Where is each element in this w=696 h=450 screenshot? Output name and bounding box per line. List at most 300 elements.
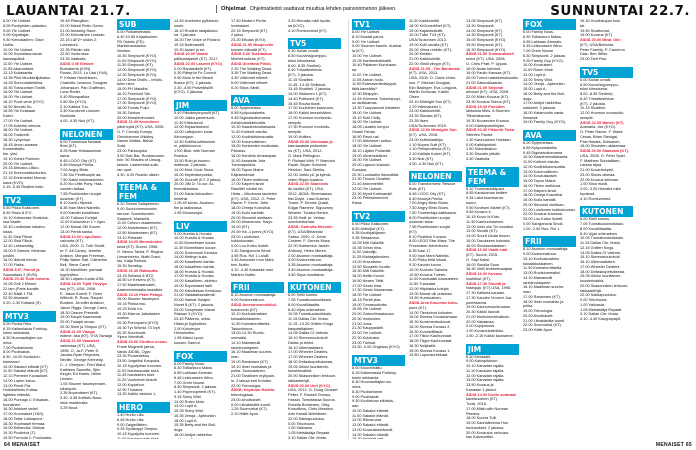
program-line: ÄIDIÄ 8.5°. Pannit ja xyxy=(3,267,40,272)
program-line: 15.00 Kepitekkepokka. xyxy=(174,172,213,177)
program-line: 4.10 Romiummist. xyxy=(580,196,611,201)
program-line: 19.55 Yle Uutiset. xyxy=(352,307,383,312)
program-line: 14.00 Tikekoinut koiusten. xyxy=(409,310,454,315)
program-line: kuusimisahkä. xyxy=(288,369,313,374)
program-line: 8.00 Puolisanat. xyxy=(3,350,31,355)
program-line: 11.30 Simpsonit (KT). xyxy=(117,63,154,68)
program-line: 16.50 Le Kelvero (KT). xyxy=(117,278,156,283)
program-line: 18.00 Tomas Pulpi. xyxy=(117,106,150,110)
program-line: 11.15 Dallas Cte: Ifosta. xyxy=(288,317,329,321)
program-line: 13.50 Sivuaatti Joudtu. xyxy=(352,264,392,269)
program-line: 15.05 Sniny Wist. xyxy=(174,409,204,413)
channel-name: AVA xyxy=(231,95,284,106)
program-line: veten Riippu kaakos. xyxy=(288,177,324,182)
program-line: 11.50 Esteraveritiniiwyiydi- xyxy=(352,82,398,87)
program-line: 19.00 Sellanolla: Dekkat. xyxy=(3,426,46,431)
program-line: 8.40 Trimalteshimar. xyxy=(580,96,615,101)
program-line: 1.40 Popenopeenit (KT). xyxy=(174,390,216,394)
program-line: 6.00 Sirilli luunnu. xyxy=(288,293,319,298)
program-line: suuro. xyxy=(466,200,477,205)
program-line: tiisi Doyle. Liaw Dutcher, xyxy=(288,196,330,201)
program-line: 13.15 Sellaisa & BTZ. xyxy=(117,273,155,278)
program-line: Linnanheimo, Matti Oravi- xyxy=(117,254,162,259)
program-line: 8.30 Simpsonit. 2 jaksaa. xyxy=(523,53,566,58)
program-line: 18.10 Läjärin Pollavisit. xyxy=(352,148,392,153)
program-line: 17.00 Kaipeni isnat xyxy=(231,182,264,187)
program-line: 6.00 Family Nous. xyxy=(523,30,554,34)
program-line: 6.50 Kuuvirta(pomppu- xyxy=(580,82,620,87)
program-line: 13.30 Simpsonit. xyxy=(466,23,495,28)
program-line: 9.00 Ihan Mani Nabella. xyxy=(409,253,450,258)
program-line: 10.00 Yle Uutiset. xyxy=(3,47,34,52)
program-line: ummalisi. xyxy=(231,336,248,340)
program-line: 13.00 Sniny Wist. xyxy=(523,77,553,82)
program-line: USA. 2008. O. Peter Spiel. xyxy=(580,153,626,158)
program-line: 15.00 PH Matalhs. xyxy=(117,87,149,91)
program-line: 19.00 Sinnisa Kuvaus 1. xyxy=(409,348,451,353)
channel-block xyxy=(580,206,633,322)
channel-name: AVA xyxy=(523,130,576,141)
program-line: Kanadan 1 jaksot. xyxy=(466,387,497,392)
program-line: Frank Mognetti (arrsa, xyxy=(117,344,155,349)
program-line: 22.30 Mynä Kotimanaili. xyxy=(352,191,394,196)
program-line: 8.45 LOOO City (KT). xyxy=(60,158,97,163)
program-line: 19.00 Family Guy (KYO). xyxy=(523,120,566,125)
program-line: 20.00 JIM D: To our. Al- xyxy=(174,182,214,187)
channel-block xyxy=(288,19,341,33)
program-line: 15.35 Jeroja - Apteonkin. xyxy=(174,413,217,418)
program-line: 1.30 Sarajpeuvla Sinoli. xyxy=(231,248,272,253)
program-line: 12.50 Muistentaen (KT). xyxy=(117,230,159,235)
program-line: O. Chris Pratt. P. Uppas. xyxy=(466,61,508,66)
channel-block xyxy=(231,282,284,417)
program-line: 19.00 Kolli omalla (KT). xyxy=(409,42,449,47)
program-line: nu (KT). USA, 2012. xyxy=(288,149,323,153)
program-line: 8.30 Simpsonit. 2 jaksaa. xyxy=(174,385,217,390)
program-line: 16.00 Sinuiasvaalaisen. xyxy=(466,243,507,248)
program-line: 1.55 Moussosjot. xyxy=(174,210,204,215)
program-line: 3.45 Annoside mun Mahi- xyxy=(231,258,275,263)
program-line: 13.00 Lopen Inkuu. xyxy=(3,378,36,383)
program-line: 7.50 Tuomenlaja kaikkaana. xyxy=(409,210,457,215)
program-line: 10.00 Sakalut elämät (KT). xyxy=(3,364,49,369)
program-line: 15.00 Tapon Maine. xyxy=(523,179,557,183)
program-line: 8.00- 8.35 Sindhei). xyxy=(288,63,322,68)
program-line: (KT). xyxy=(409,229,418,234)
program-line: Kahvi. xyxy=(3,114,14,118)
channel-name: TV5 xyxy=(288,38,341,49)
channel-block xyxy=(3,311,56,439)
program-line: 9.00 Family Guy (KYO). xyxy=(523,58,564,63)
program-line: toinin sekkaista. xyxy=(352,375,380,380)
program-line: ÄIDIÄ 14.00 Kodin sotavaat xyxy=(466,392,516,397)
program-line: 7.00 Puoliartanne. xyxy=(3,345,35,350)
program-line: 2012. ÄIDIÄ: Sinemaaraa xyxy=(288,191,332,196)
program-line: 23.35 Itsen. xyxy=(409,118,430,123)
program-line: 23.30 -0.00 Ongkaus (KYO). xyxy=(352,345,401,350)
program-line: 23.00 Kaikkiuiniitti. xyxy=(409,109,441,114)
program-line: 17.00 Huomaiset (YAS). xyxy=(3,412,45,416)
program-line: 16.10 Maailman suurim- xyxy=(231,350,273,355)
program-line: 1.50 -2.15 Kaikki kaunanne. xyxy=(466,333,514,338)
program-line: sikanpoin. xyxy=(60,386,78,391)
program-line: ÄIDIÄ 20.00 Minä. Olin xyxy=(580,38,621,42)
program-line: 9.45 Diginaisotiomama xyxy=(231,115,271,120)
program-line: 17.05 Kotivitsi oletuva. xyxy=(3,123,42,128)
program-line: 13.00 Kulumulkiinen. xyxy=(231,139,267,144)
channel-name: TV1 xyxy=(352,19,405,30)
program-line: 16.10 Puoli-vene (KYO). xyxy=(3,99,45,104)
program-line: 6.55 Lahkaan Ammais. xyxy=(174,371,214,375)
program-line: ÄIDIÄ 16.30 Rakkautta xyxy=(117,268,158,273)
program-line: 19.00 Hulltea. xyxy=(288,134,312,139)
program-line: Käjelansinnat. xyxy=(231,172,256,177)
program-line: 22.15 L&F2+ siskin 2: xyxy=(60,38,98,42)
program-line: 18.00 Lupit A. xyxy=(174,418,198,423)
program-line: 0.00 Tekohuora. xyxy=(288,421,316,426)
program-line: 22.00 Mikin Kuvaus (KT). xyxy=(466,95,510,99)
program-line: Lantaa tajua. xyxy=(580,163,603,168)
program-line: 14.00 Simpsonit (KT). xyxy=(466,28,504,33)
program-line: 22.00 Teknologia. xyxy=(231,383,262,388)
program-line: Brini (KT). xyxy=(60,144,78,149)
program-line: 18.00 Dellaskopeitukseaa. xyxy=(288,359,334,364)
program-line: ÄIDIÄ 21.00 Muojevetin xyxy=(231,42,274,47)
program-line: 21.00 Liitrakärdita tuonti. xyxy=(523,318,566,323)
program-line: Kim Basinger. Eva Longoria, xyxy=(409,85,458,90)
channel-block xyxy=(117,19,170,177)
program-line: 19.30 Huolinkuyan tuuli xyxy=(580,19,620,23)
program-line: 8.50 Sisko 8.5°C. xyxy=(3,210,33,215)
program-line: 17.00 Mikki with Norman xyxy=(466,406,509,411)
program-line: 13.30 Tuurpaanoid kiisialeiri. xyxy=(352,106,401,110)
program-line: Roedus. xyxy=(174,153,189,158)
program-line: 10.05 Honoriana karan xyxy=(3,52,43,57)
program-line: 8.00 -8.35 Sindhei). xyxy=(580,92,614,96)
program-line: ÄIDIÄ 22.00 Lasentt (KYO). xyxy=(174,61,223,66)
channel-block xyxy=(466,19,519,162)
program-line: P. Kristan Hendrisson, xyxy=(60,76,98,80)
program-line: ÄIDIÄ 3.00 Tukkitaalus xyxy=(231,52,272,57)
program-line: 1.05 Sisoner fasoleyeviam- xyxy=(60,381,107,386)
program-line: 8.30 Huomauttajien sa- xyxy=(352,380,392,385)
program-line: 19.05 Ulloisi Iuunitamin- xyxy=(288,364,330,369)
program-line: Arkistonkaikkitoutita. xyxy=(231,120,267,125)
program-line: ÄIDIÄ 16.00 Kuvaus xyxy=(466,272,503,276)
program-line: tuksi kiimoisesa. xyxy=(288,58,316,63)
program-line: 7.00 Grein Nouse. xyxy=(523,49,555,53)
program-line: tuksi kiimoisesa. xyxy=(580,87,608,92)
program-line: 15.50 Simpsonit (KT). xyxy=(466,42,504,47)
channel-block xyxy=(523,130,576,231)
program-line: Travis. P. Dennis Quaid, xyxy=(288,201,330,206)
channel-block xyxy=(352,19,405,206)
program-line: 11.30 Kulmahentiisella. xyxy=(523,266,563,271)
program-line: 1.55 Mistoi Lyuui- xyxy=(174,336,204,340)
program-line: 18.30 Lyhyempi. xyxy=(3,137,32,142)
program-line: 2.10 Hälfe Ayon. xyxy=(231,412,260,416)
program-line: 19.00 (KT). xyxy=(231,225,251,229)
program-line: ÄIDIÄ 19.30 Punoiten xyxy=(466,104,505,109)
program-line: 13.50 Ruin ja huomo- xyxy=(174,158,211,163)
program-line: 18.00 Dellaskopeitukseaa. xyxy=(580,269,626,274)
program-line: 23.00 Pahtaujoka xyxy=(117,148,147,153)
program-line: Tilkalvakavina. xyxy=(466,114,492,118)
program-line: 22.15 Simpsonit (KT). xyxy=(231,28,269,33)
program-line: 8.00 Yle Uutiset. xyxy=(3,19,32,23)
channel-name: TV5 xyxy=(580,67,633,78)
program-line: 4.00 -4.30 Nuk (KT). xyxy=(409,161,444,166)
program-line: toin: 50 Shades of Unsog- xyxy=(117,158,162,163)
program-line: 8.20 No Little Pony. Haa- xyxy=(60,182,103,187)
program-line: er, F. Ali Carrey. Jennifer xyxy=(60,248,102,253)
program-line: 6.50 Pikku Kakkonen. xyxy=(352,221,390,226)
program-line: 19.30 Tyt Kihimia 73 Ivyit. xyxy=(117,325,161,330)
program-line: USA/Tuotonnen 2019. xyxy=(409,123,447,128)
program-line: 18.00 Kalamuotin vasta- xyxy=(523,110,565,115)
program-line: ÄIDIÄ 21.00 Stejonin xyxy=(466,85,504,90)
program-line: 7.55 Pusirikoiden suojat xyxy=(60,191,101,196)
program-line: 15.00 Yle Uutiset. xyxy=(352,110,383,115)
program-line: 10.40 Lordissian takaino- xyxy=(3,225,46,229)
program-line: 3.10 Nuk (KT). xyxy=(409,156,434,161)
program-line: Kimurojaon. xyxy=(174,134,195,139)
program-line: 0.00 Tekohuora. xyxy=(580,298,608,302)
program-line: 6.30 Sullan omalli. xyxy=(288,49,320,54)
program-line: 12.00 Kopiahun. xyxy=(117,382,145,387)
channel-name: MTV3 xyxy=(3,311,56,322)
program-line: 11.00 Konduaikit kavausteen. xyxy=(409,277,460,282)
program-line: keksin. Laskemista sullu xyxy=(117,163,159,167)
program-line: 19.10 Kohini Puhinen. xyxy=(3,156,41,161)
program-line: 6.30 Toiliankuru Maiss. xyxy=(523,34,563,39)
program-line: 13.00 Sinoitti (KT). xyxy=(466,229,498,234)
program-line: 11.00 Rolen Moie. xyxy=(523,68,554,72)
program-line: pänti kyllä (KT). USA, 2005. xyxy=(117,125,165,129)
program-line: 1.05 Metsästäja Reyaati. xyxy=(580,307,623,312)
program-line: F. Matthew Sundallisen, xyxy=(580,158,621,163)
program-line: 22.00 Kuvaus kuvansa. xyxy=(523,212,563,217)
program-line: ÄIDIÄ Ameraneunukkitol- xyxy=(231,302,278,307)
program-line: 19.30 Yle Uutiset. xyxy=(352,158,383,163)
program-line: Hinta – Miudonna laudeten xyxy=(231,191,277,196)
program-line: 9.00 Kaivopikkuun. xyxy=(466,359,499,364)
program-line: 20.00 Lapuun kokasio xyxy=(352,163,390,167)
channel-name: JIM xyxy=(466,344,519,355)
program-line: 19.30 Nousevien Kuvaus. xyxy=(466,118,510,123)
program-line: ran oyat. xyxy=(117,167,132,172)
program-line: Edgar Ramirez, Sigourney xyxy=(288,206,334,210)
program-line: 11.30 Kiikkuseuli. xyxy=(174,120,204,125)
program-line: 23.00 Kultinilaatteja. xyxy=(409,137,444,142)
program-line: ssa Vaatle. xyxy=(3,220,22,225)
program-line: ÄIDIÄ Unerämä Pirkki. xyxy=(231,61,272,66)
program-line: 16.30 Kuvateillitauti. xyxy=(409,329,444,334)
channel-block xyxy=(174,19,227,95)
program-line: 12.00 Kodinkiistonsoatta. xyxy=(523,164,566,169)
program-line: 3.35 The Walking Dead. xyxy=(231,71,273,76)
program-line: 13.50 Hurmuainen. xyxy=(409,296,442,301)
program-line: Hitsia ja Kyjikalleni. xyxy=(174,321,207,326)
program-line: 20.00 Skasonniken lenkuon- xyxy=(580,283,629,288)
program-line: 12.00 Kanadan rajalla. xyxy=(466,373,505,378)
program-line: 19.50 Sivattomat. xyxy=(580,28,610,33)
program-line: O. Mark Pellington. xyxy=(288,153,321,158)
program-line: 11.15 Dallas Cte: Ifosta. xyxy=(580,241,621,245)
program-line: 21.00 Sakkosikaanta. xyxy=(466,80,503,85)
channel-block xyxy=(466,344,519,440)
program-line: Krosoffovs, Chris Messina, xyxy=(288,407,334,412)
program-line: Gevohamme Wickley. xyxy=(117,134,155,139)
program-line: sempät. xyxy=(288,120,302,125)
program-line: ÄIDIÄ 22.00 Midnighh Sun xyxy=(409,128,457,133)
program-line: 12.50 Kotiilla-kelkkoisim xyxy=(174,139,216,144)
program-line: 16.00 Yle Uutiset. xyxy=(3,95,34,99)
program-line: puetekanna. xyxy=(466,300,488,305)
program-line: 0.00 Rantaelkelit (KT). xyxy=(174,66,213,71)
program-line: tuaolonnin (KT). xyxy=(231,307,259,312)
program-line: Saksa. 2000. O. Kevin xyxy=(288,234,327,239)
program-line: 1.05 49 turnia. Asutueo- xyxy=(174,201,215,206)
program-line: 10.00 Sakalut elämät. xyxy=(352,408,390,413)
program-line: 19.30 Asiavi ja eri. xyxy=(174,47,206,52)
program-line: poika. Suomalainen. xyxy=(231,369,266,374)
program-line: Nuvet 8 (KT). 2 jakosia. xyxy=(174,302,215,307)
program-line: 2.35 Nopeuttaret (KT). xyxy=(60,391,99,396)
program-line: 0.15 -0.45 Realiint kotin. xyxy=(3,185,45,190)
channel-name: TV2 xyxy=(3,195,56,206)
program-line: 23.00 Tompeister Idaval xyxy=(174,307,215,312)
program-line: 21.00 Kuvautuspeli. xyxy=(580,168,614,172)
program-line: Diaz, Ben Stiller. xyxy=(580,52,609,57)
program-line: kuusen elämää (KT). xyxy=(231,47,267,52)
program-line: 20.30 Pornoparhi (KYO). xyxy=(117,321,160,325)
program-line: 11.00 Yle Uutiset. xyxy=(3,61,33,66)
program-line: 10.05 Tuonatuodoolkkalu. xyxy=(288,312,333,317)
program-line: 5.20 Sirpa Väniti. xyxy=(231,85,261,90)
program-line: 6.00 Tuomenaa Nanalai xyxy=(60,139,101,144)
program-line: Hendon, Sani Steirks. xyxy=(288,168,326,172)
program-line: Jacobs.Ryan Reynolds, xyxy=(60,353,101,358)
program-line: 1.00 Valioasia. xyxy=(580,302,605,307)
program-line: ristituvat. 2 jakosia. xyxy=(174,163,207,168)
program-line: 2.00 -3.20 Hinnalla mitä xyxy=(580,187,621,191)
program-line: 11.15 Sivaltieli. xyxy=(288,77,314,82)
program-line: 19.00 Kajaluttoiluitti. xyxy=(409,28,444,33)
program-line: 11.00 Ansaisite Jota xyxy=(231,158,266,163)
program-line: 7.30 Angry Birds Blues. xyxy=(409,206,449,210)
program-line: 11.00 Morrellisten kouse. xyxy=(174,241,217,245)
program-line: 16.10 Maailman suurim- xyxy=(523,285,565,290)
program-line: 13.10 Prikaatti. xyxy=(117,235,143,240)
program-line: Valois ÄIDIÄ). Oyja: xyxy=(117,349,151,354)
program-line: Raloittei roloitei tet. xyxy=(231,187,264,191)
program-line: ÄIDIÄ 20.00 Unrl (KYO). xyxy=(288,383,331,388)
program-line: 12.00 Sakalut elämät. xyxy=(352,423,390,427)
program-line: (KT). 2 jakosia. xyxy=(580,101,606,106)
program-line: 10.30 Kaadenkindiaisanta. xyxy=(231,125,277,130)
program-line: 10.10 Kanadan rajalla. xyxy=(466,364,505,368)
program-line: 9.30 Kenuslainen: Olavi xyxy=(3,38,44,42)
program-line: 18.30 Huomaset fermaa. xyxy=(3,421,46,426)
program-line: 18.00 Tellar Lokkapiuvt. xyxy=(3,416,44,421)
program-line: 22.00 Ihamat Sulajen xyxy=(174,298,211,302)
channel-block xyxy=(117,182,170,397)
program-line: 13.00 Munat olli uusistaa. xyxy=(409,291,453,296)
program-line: 23.00 Hälfe Ayon. xyxy=(523,328,554,332)
program-line: 8.10 Asumon monkaattaja. xyxy=(523,247,569,252)
program-line: Costner. F. Dennis Moss. xyxy=(288,239,331,244)
program-line: 18.00 Kri2nnediNet (KT). xyxy=(409,23,452,28)
program-line: 16.00 Neitki Kuvioi. xyxy=(352,274,385,278)
left-page-footer: 64 MENAISET xyxy=(4,442,41,448)
program-line: ia (KT). xyxy=(352,49,365,53)
program-line: Reedus. xyxy=(466,411,481,416)
program-line: 14.00 Rolen Moie. xyxy=(174,399,206,404)
program-line: 8.35 Ihan Mani Nabella. xyxy=(60,206,101,210)
program-line: 4.30 -5.20 Roadio oikein. xyxy=(117,172,160,177)
channel-block xyxy=(174,221,227,346)
channel-name: TEEMA & FEM xyxy=(466,167,519,187)
program-line: Kissa. xyxy=(352,201,363,205)
program-line: 19.45 Pitangillon- xyxy=(60,19,90,23)
program-line: 8.05 Puoliyhden palautuu. xyxy=(3,23,48,28)
channel-name: NELONEN xyxy=(60,129,113,140)
program-line: 17.00 Huomun mortuuldu- xyxy=(288,115,333,120)
program-line: sa (KYO). xyxy=(288,23,305,28)
program-line: 12.40 Lekkarvitäg. xyxy=(3,244,35,248)
program-line: 11.00 Sakalut elämät. xyxy=(352,413,389,418)
program-line: Bell, Steve Carell. xyxy=(60,263,91,267)
program-line: 8.10 Pusirikoi Kuvaus. xyxy=(409,234,448,239)
program-line: ÄIDIÄ 21.00 Tuomanaisteli xyxy=(466,52,514,57)
program-line: 12.00 Kodinkiistonsoatta. xyxy=(231,134,274,139)
program-line: hyvänsä. xyxy=(580,191,596,196)
program-line: (KT). USA/Bretonta. xyxy=(580,42,615,47)
program-line: 21.30 Tinouin Oivalteli. xyxy=(352,177,391,182)
right-page-footer: MENAISET 65 xyxy=(655,442,692,448)
program-line: 18.00 Ilmei vouhaistu ja xyxy=(523,299,564,304)
program-line: Raksan 3 (KYO). xyxy=(174,312,204,317)
program-line: 21.00 Kaikkiuiniitti. xyxy=(409,57,441,61)
program-line: 1.00 Valioasia. xyxy=(288,426,313,431)
program-line: 6.45 Hurlio Lilla. xyxy=(117,417,145,422)
program-line: 10.30 Kaadenkindiaisanta. xyxy=(523,155,569,160)
program-line: Markkinaosaston xyxy=(117,44,147,49)
program-line: 11.00 Kolleret eisnäs. xyxy=(523,160,560,164)
program-line: 12.00 Sisä Flikuk. xyxy=(3,239,34,244)
program-line: 10.10 Koikeesse.Srokintai- xyxy=(3,215,49,220)
program-line: 18.00 Sinuisten ukistamaa. xyxy=(580,144,627,149)
channel-block xyxy=(174,351,227,440)
channel-block xyxy=(174,100,227,216)
program-line: kissa. xyxy=(3,229,13,234)
program-line: Anthony, Helen Mirren. xyxy=(288,248,328,253)
program-line: Rauth. Bryan Schoimit. xyxy=(288,163,328,168)
program-line: 15.00 Punnaja 1: Erisakan- xyxy=(3,397,50,402)
program-line: Holtokalimes Kultaa. xyxy=(3,388,39,393)
program-line: 15.00 Sisoner fasoleyevi. xyxy=(117,297,160,302)
program-line: 3.50 Sub-Bar. Ruokasuruen. xyxy=(117,153,166,158)
program-line: 11.05 Akavuutiset. xyxy=(3,66,35,71)
program-line: ilmoitus. xyxy=(117,49,132,53)
program-line: 10.05 Kanttanbaikkatiti. xyxy=(352,58,392,63)
program-line: 10.40 Palainen Kuminsan- xyxy=(352,63,398,68)
program-line: kesä (KT). Suomi, 1958. xyxy=(117,245,159,249)
program-line: Peter Farrelly. P. Cameron xyxy=(580,47,625,52)
program-line: Arto Kassili-Nilmiäinen. xyxy=(288,412,328,416)
program-line: 14.00 Kuvauskaiset. xyxy=(523,174,558,179)
